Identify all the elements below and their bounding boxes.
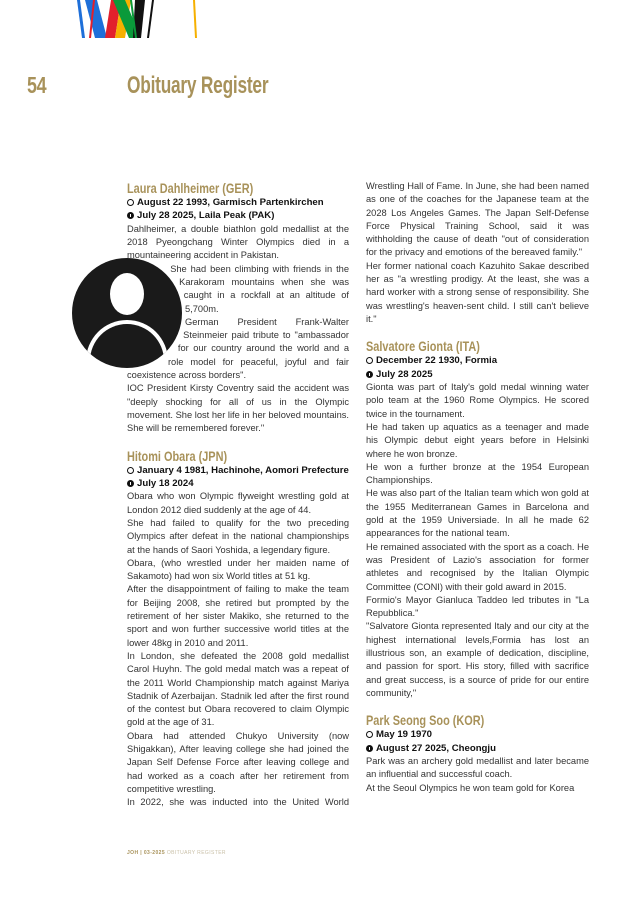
paragraph: Dahlheimer, a double biathlon gold medallist at the 2018 Pyeongchang Winter Olympics died in a mountaineering accident in Pakistan. [127,223,349,261]
logo-stripe [85,0,107,38]
death-line: July 28 2025, Laila Peak (PAK) [127,209,349,222]
paragraph: Gionta was part of Italy's gold medal winning water polo team at the 1960 Rome Olympics. He scored twice in the tournament. [366,382,589,419]
birth-line: December 22 1930, Formia [366,354,589,367]
page-title: Obituary Register [127,72,269,99]
page-footer [127,850,226,856]
birth-icon [127,199,134,206]
paragraph: She had been climbing with friends in the Karakoram mountains when she was caught in a rockfall at an altitude of 5,700m. [170,263,349,314]
spacer [127,436,349,446]
paragraph: He had taken up aquatics as a teenager and made his Olympic debut eight years before in Helsinki where he won bronze. [366,421,589,459]
birth-line: May 19 1970 [366,728,589,741]
footer-section: OBITUARY REGISTER [166,850,226,856]
paragraph: Park was an archery gold medallist and later became an influential and successful coach. [366,756,589,780]
obituary-entry-obara [127,448,349,810]
paragraph: In 2022, she was inducted into the United World [127,797,349,808]
logo-stripe [193,0,197,38]
paragraph: Obara, (who wrestled under her maiden name of Sakamoto) had won six World titles at 51 kg. [127,557,349,582]
logo-stripe [77,0,85,38]
birth-icon [127,467,134,474]
paragraph: Her former national coach Kazuhito Sakae described her as "a wrestling prodigy. At the least, she was a hard worker with a strong sense of responsibility. She was wrestling's heaven-sent child. I still can't believe it." [366,260,589,324]
spacer [366,326,589,336]
obituary-entry-dahlheimer [127,180,349,436]
logo-stripe [147,0,154,38]
obituary-entry-gionta [366,338,589,700]
footer-issue: JOH | 03-2025 [127,850,166,856]
entry-name: Salvatore Gionta (ITA) [366,338,480,355]
paragraph: Obara had attended Chukyo University (now Shigakkan), After leaving college she had joined the Japan Self Defense Force after leaving college and had worked as a coach after her retirement from competitive wrestling. [127,730,349,794]
wrap-spacer [127,263,185,367]
right-column [366,180,589,795]
obituary-entry-park [366,712,589,795]
entry-name: Hitomi Obara (JPN) [127,447,228,464]
entry-name: Park Seong Soo (KOR) [366,712,485,729]
paragraph: He remained associated with the sport as a coach. He was President of Lazio's association for former athletes and recognised by the Italian Olympic Committee (CONI) with their gold award in 2015. [366,541,589,592]
death-icon [127,480,134,487]
paragraph: Obara who won Olympic flyweight wrestling gold at London 2012 died suddenly at the age of 44. [127,491,349,515]
paragraph: German President Frank-Walter Steinmeier paid tribute to "ambassador for our country around the world and a role model for peaceful, joyful and fair coexistence across borders". [127,316,349,381]
olympic-stripes-logo [75,0,235,38]
paragraph: After the disappointment of failing to make the team for Beijing 2008, she retired but prompted by the retirement of her sister Makiko, she returned to the sport and won further successive world titles at the lower 48kg in 2010 and 2011. [127,584,349,648]
death-icon [127,212,134,219]
paragraph-continued: Wrestling Hall of Fame. In June, she had been named as one of the coaches for the Japanese team at the 2028 Los Angeles Games. The Japan Self-Defense Force Physical Training School, said it was withholding the cause of death "out of consideration for the privacy and emotions of the bereaved family." [366,181,589,258]
birth-icon [366,357,373,364]
left-column [127,178,349,810]
birth-line: August 22 1993, Garmisch Partenkirchen [127,196,349,209]
birth-icon [366,731,373,738]
death-line: July 18 2024 [127,477,349,490]
death-line: August 27 2025, Cheongju [366,742,589,755]
page-number: 54 [27,72,47,98]
paragraph: At the Seoul Olympics he won team gold for Korea [366,782,575,793]
paragraph: IOC President Kirsty Coventry said the accident was "deeply shocking for all of us in the Olympic movement. She lost her life in her beloved mountains. She will be remembered forever." [127,383,349,434]
death-icon [366,371,373,378]
paragraph: He won a further bronze at the 1954 European Championships. [366,461,589,486]
paragraph: "Salvatore Gionta represented Italy and our city at the highest international levels,Formia has lost an illustrious son, an example of dedication, discipline, and passion for sport. His story, filled with sacrifice and great success, is a source of pride for our entire community," [366,621,589,698]
paragraph: She had failed to qualify for the two preceding Olympics after defeat in the national championships at the hands of Saori Yoshida, a legendary figure. [127,517,349,555]
paragraph: In London, she defeated the 2008 gold medallist Carol Huyhn. The gold medal match was a repeat of the 2011 World Championship match against Mariya Stadnik of Azerbaijan. Stadnik led after the first round of the contest but Obara recovered to claim Olympic gold at the age of 31. [127,650,349,728]
paragraph: He was also part of the Italian team which won gold at the 1955 Mediterranean Games in Barcelona and gold at the 1959 Universiade. In all he made 62 appearances for the national team. [366,488,589,539]
birth-line: January 4 1981, Hachinohe, Aomori Prefecture [127,464,349,477]
death-icon [366,745,373,752]
death-line: July 28 2025 [366,368,589,381]
paragraph: Formio's Mayor Gianluca Taddeo led tributes in "La Repubblica." [366,594,589,619]
entry-name: Laura Dahlheimer (GER) [127,180,254,196]
spacer [366,700,589,710]
